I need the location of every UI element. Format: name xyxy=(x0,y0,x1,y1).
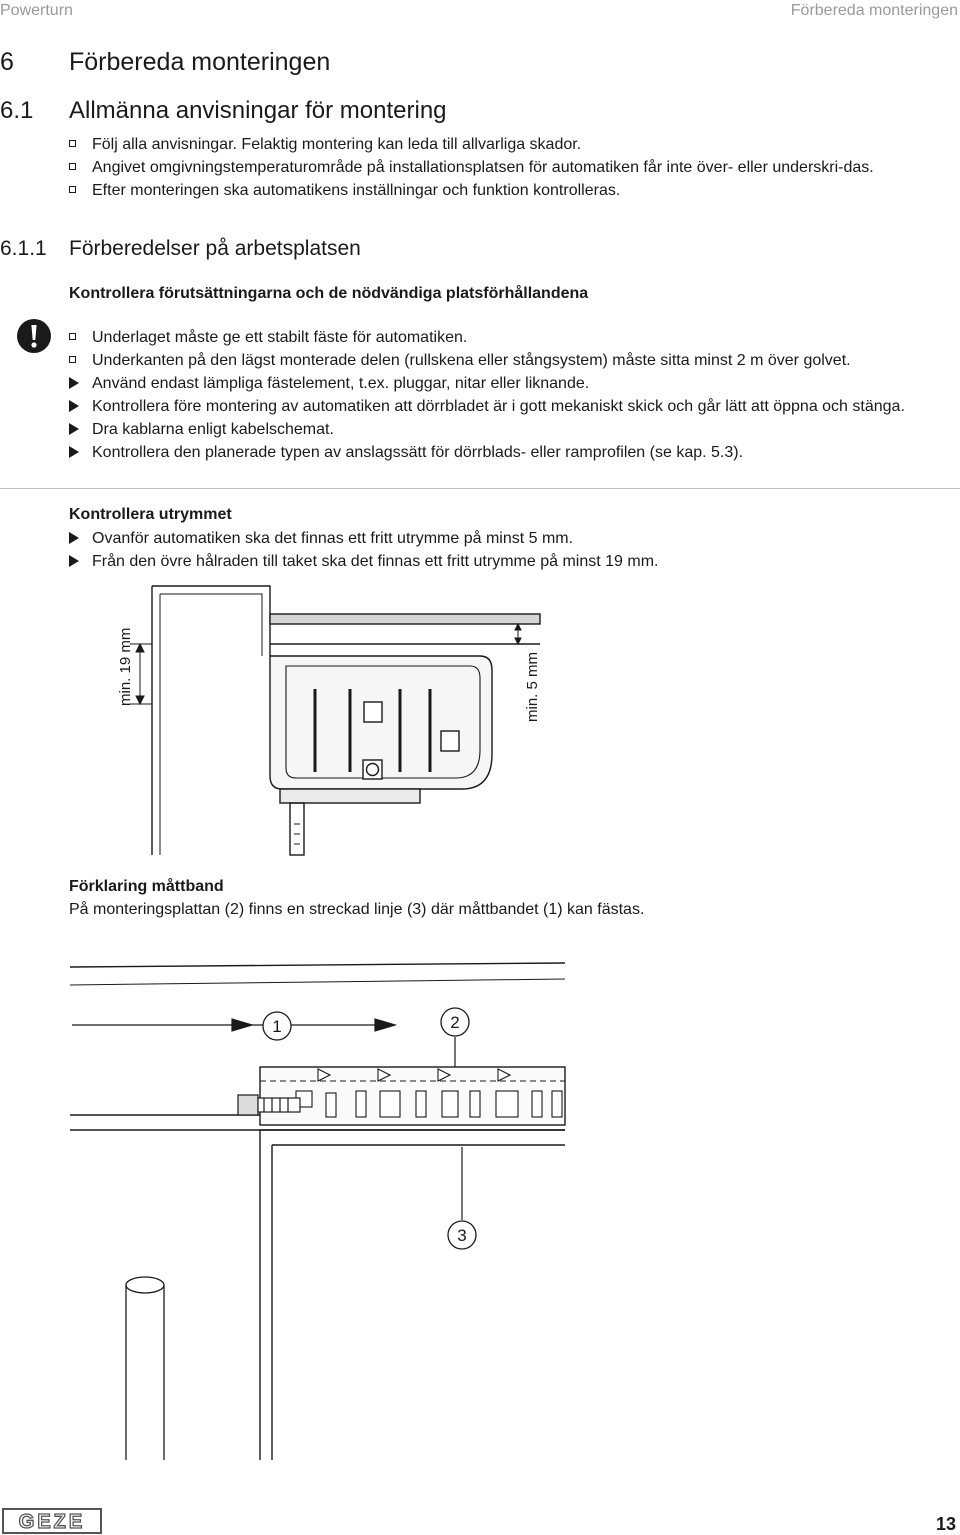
general-instructions-list xyxy=(69,133,949,202)
min-5mm-label: min. 5 mm xyxy=(524,651,541,722)
list-item: Underkanten på den lägst monterade delen (rullskena eller stångsystem) måste sitta minst 2 m över golvet. xyxy=(69,349,949,372)
section-divider xyxy=(0,488,960,489)
checkbox-bullet-icon xyxy=(69,333,76,340)
running-header-left: Powerturn xyxy=(0,2,73,19)
section-6-1-1-heading xyxy=(0,237,700,265)
arrow-bullet-icon xyxy=(69,423,79,435)
list-item: Angivet omgivningstemperaturområde på installationsplatsen för automatiken får inte över- eller underskri-das. xyxy=(69,156,949,179)
section-6-heading xyxy=(0,48,600,78)
checkbox-bullet-icon xyxy=(69,186,76,193)
space-list xyxy=(69,527,949,573)
list-item: Kontrollera den planerade typen av anslagssätt för dörrblads- eller ramprofilen (se kap. 5.3). xyxy=(69,441,949,464)
checkbox-bullet-icon xyxy=(69,140,76,147)
svg-text:GEZE: GEZE xyxy=(18,1511,86,1533)
section-title: Allmänna anvisningar för montering xyxy=(69,97,447,124)
checkbox-bullet-icon xyxy=(69,356,76,363)
list-item: Använd endast lämpliga fästelement, t.ex. pluggar, nitar eller liknande. xyxy=(69,372,949,395)
geze-logo xyxy=(2,1508,102,1534)
check-heading: Kontrollera förutsättningarna och de nödvändiga platsförhållandena xyxy=(69,285,589,302)
tape-heading: Förklaring måttband xyxy=(69,878,224,895)
list-item: Från den övre hålraden till taket ska det finnas ett fritt utrymme på minst 19 mm. xyxy=(69,550,949,573)
clearance-figure xyxy=(100,584,560,859)
section-6-1-heading xyxy=(0,97,700,127)
section-number: 6.1.1 xyxy=(0,237,47,260)
mounting-plate-figure xyxy=(60,955,575,1465)
list-item: Underlaget måste ge ett stabilt fäste för automatiken. xyxy=(69,326,949,349)
exclamation-icon xyxy=(16,318,52,354)
check-list xyxy=(69,326,949,464)
list-item: Ovanför automatiken ska det finnas ett fritt utrymme på minst 5 mm. xyxy=(69,527,949,550)
list-item: Kontrollera före montering av automatiken att dörrbladet är i gott mekaniskt skick och går lätt att öppna och stänga. xyxy=(69,395,949,418)
arrow-bullet-icon xyxy=(69,446,79,458)
arrow-bullet-icon xyxy=(69,400,79,412)
arrow-bullet-icon xyxy=(69,555,79,567)
checkbox-bullet-icon xyxy=(69,163,76,170)
running-header-right: Förbereda monteringen xyxy=(790,2,958,19)
callout-2: 2 xyxy=(450,1013,460,1032)
list-item: Efter monteringen ska automatikens inställningar och funktion kontrolleras. xyxy=(69,179,949,202)
arrow-bullet-icon xyxy=(69,377,79,389)
arrow-bullet-icon xyxy=(69,532,79,544)
section-title: Förberedelser på arbetsplatsen xyxy=(69,237,361,260)
section-number: 6.1 xyxy=(0,97,34,124)
section-title: Förbereda monteringen xyxy=(69,48,331,76)
space-heading: Kontrollera utrymmet xyxy=(69,506,232,523)
min-19mm-label: min. 19 mm xyxy=(117,627,134,706)
list-item: Dra kablarna enligt kabelschemat. xyxy=(69,418,949,441)
page-number: 13 xyxy=(935,1514,956,1534)
tape-description: På monteringsplattan (2) finns en streckad linje (3) där måttbandet (1) kan fästas. xyxy=(69,901,645,918)
callout-1: 1 xyxy=(272,1017,282,1036)
list-item: Följ alla anvisningar. Felaktig montering kan leda till allvarliga skador. xyxy=(69,133,949,156)
callout-3: 3 xyxy=(457,1226,467,1245)
section-number: 6 xyxy=(0,48,14,76)
